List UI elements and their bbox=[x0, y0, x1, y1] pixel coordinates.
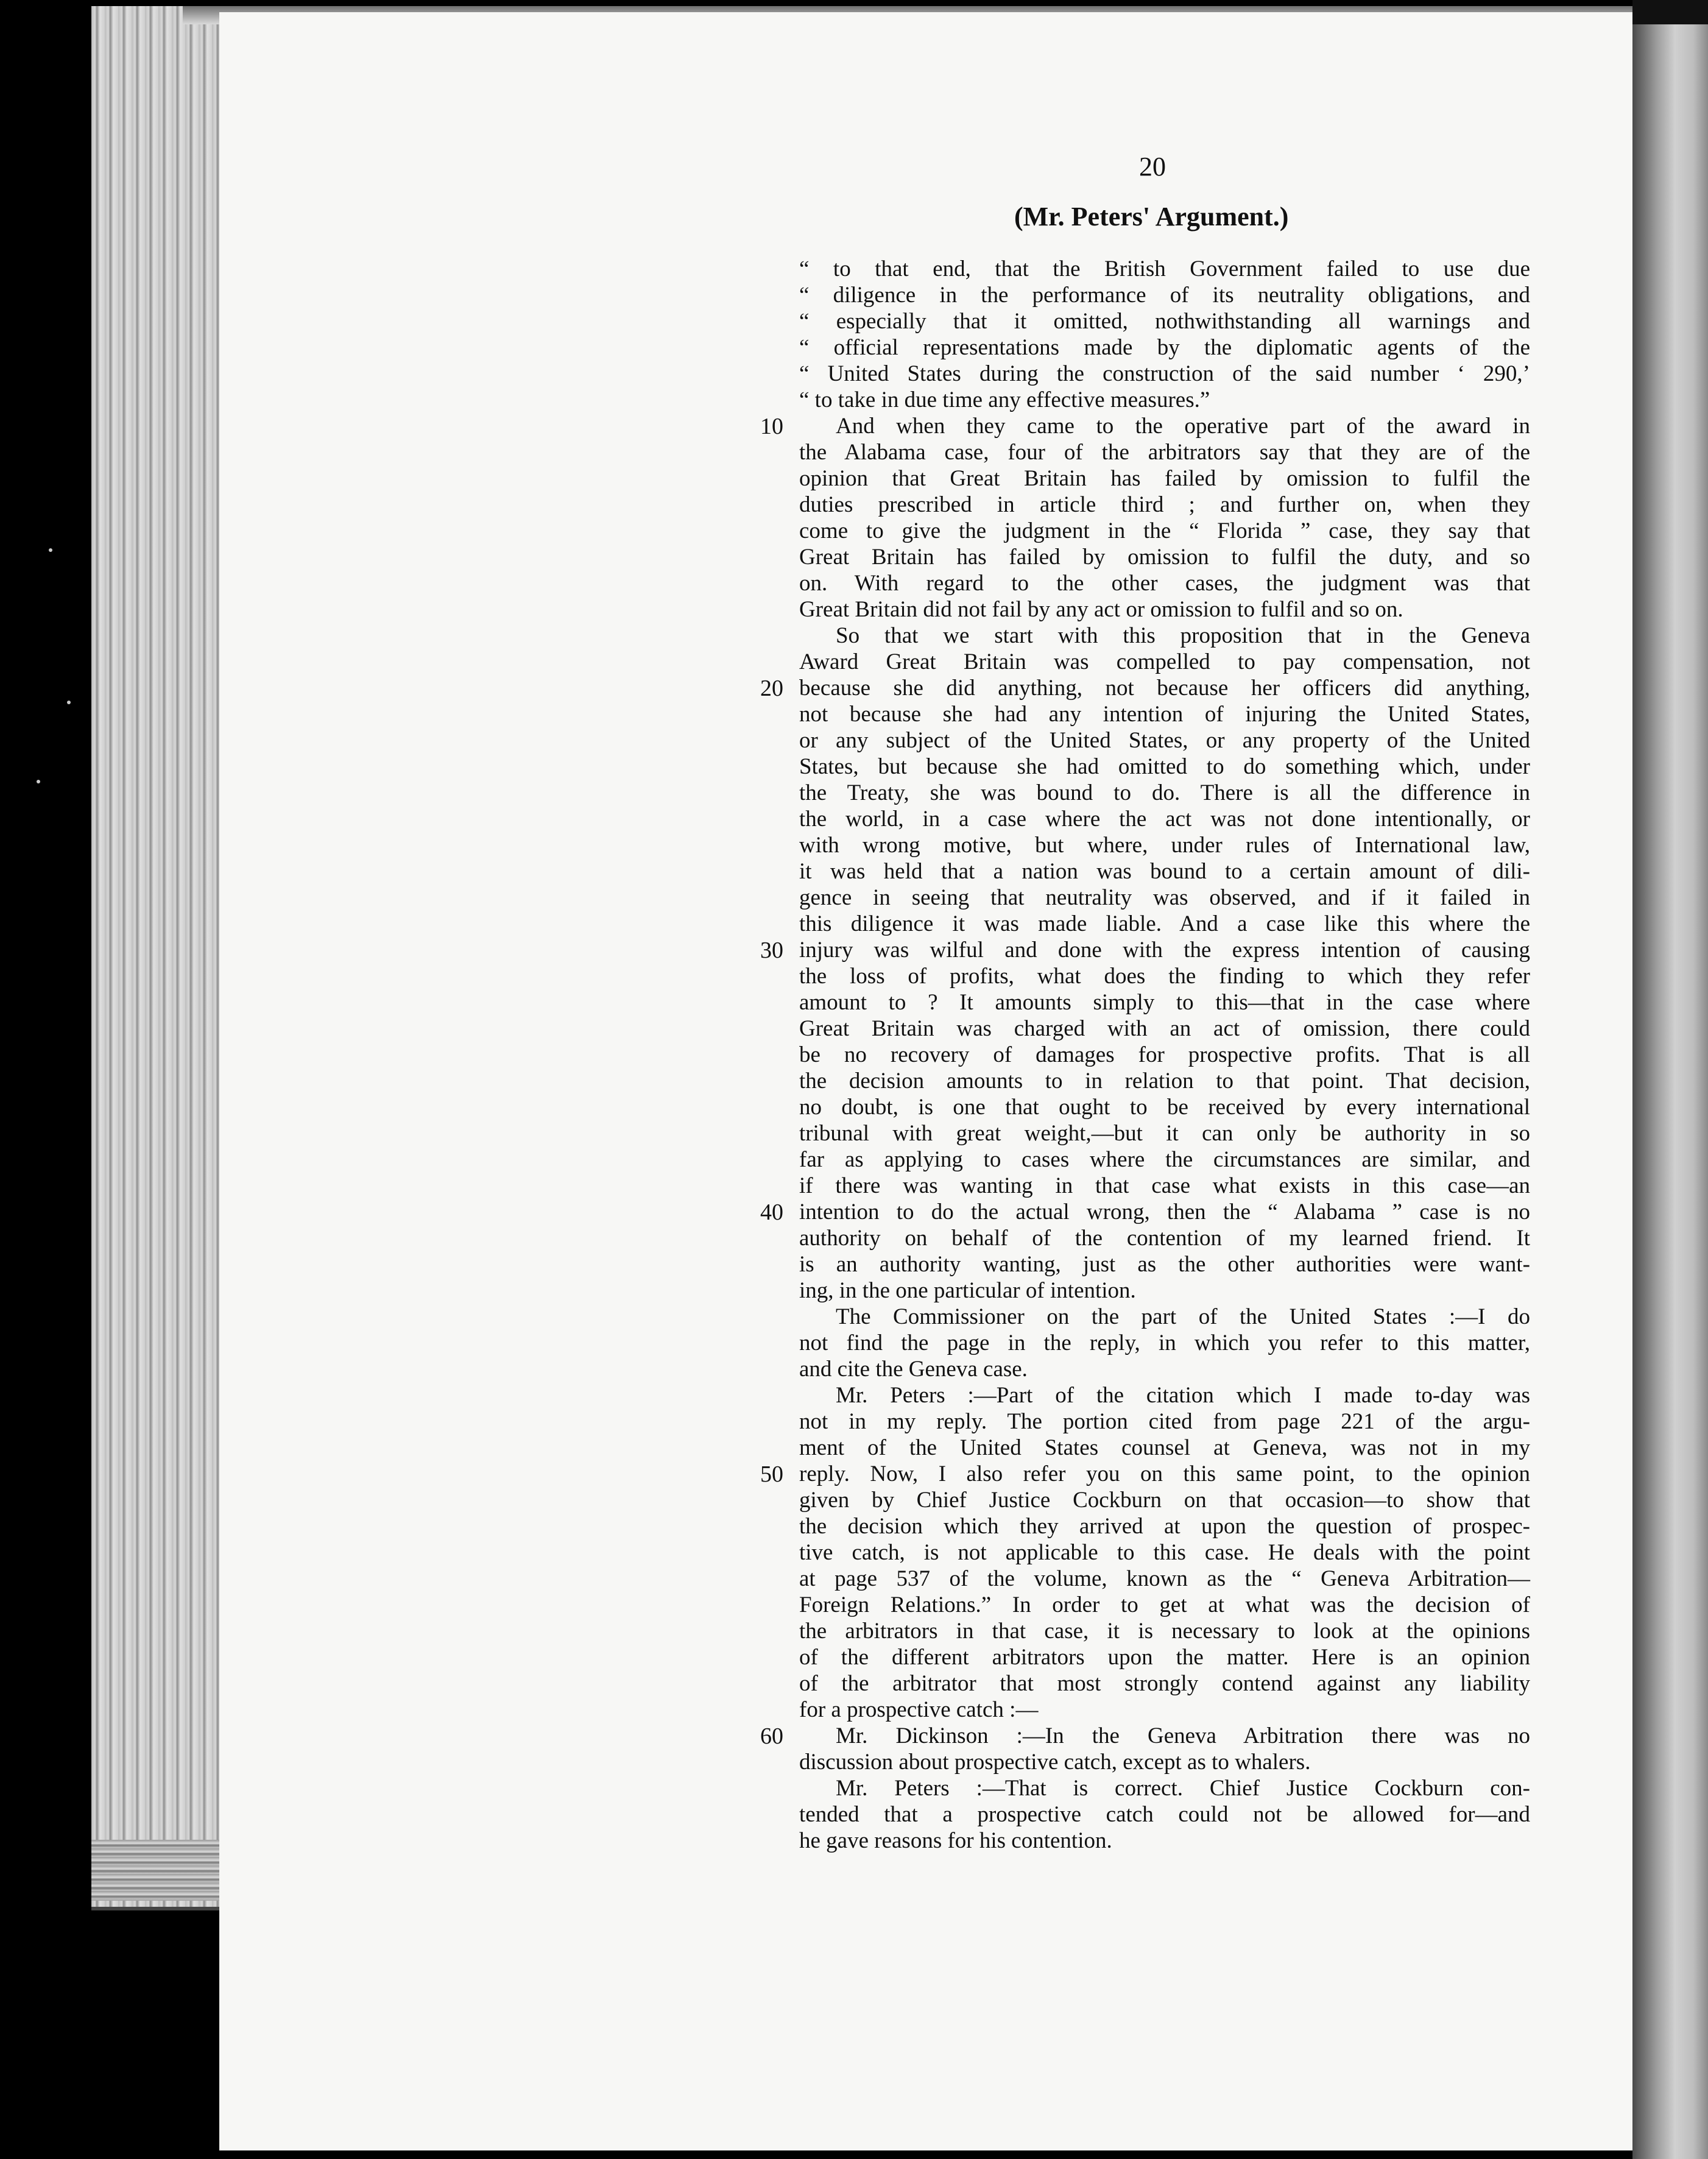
page-number: 20 bbox=[1139, 152, 1166, 182]
text-line: Mr. Peters :—That is correct. Chief Justice Cockburn con- bbox=[836, 1776, 1530, 1801]
text-line: So that we start with this proposition that in the Geneva bbox=[836, 623, 1530, 648]
text-line: on. With regard to the other cases, the judgment was that bbox=[799, 571, 1530, 596]
line-number: 50 bbox=[760, 1461, 783, 1487]
text-line: amount to ? It amounts simply to this—that in the case where bbox=[799, 990, 1530, 1015]
text-line: “ to that end, that the British Government failed to use due bbox=[799, 256, 1530, 281]
text-line: “ to take in due time any effective measures.” bbox=[799, 387, 1210, 412]
text-line: opinion that Great Britain has failed by omission to fulfil the bbox=[799, 466, 1530, 491]
text-line: duties prescribed in article third ; and further on, when they bbox=[799, 492, 1530, 517]
text-line: of the different arbitrators upon the matter. Here is an opinion bbox=[799, 1645, 1530, 1670]
text-line: is an authority wanting, just as the other authorities were want- bbox=[799, 1252, 1530, 1277]
text-line: The Commissioner on the part of the United States :—I do bbox=[836, 1304, 1530, 1329]
line-number: 20 bbox=[760, 676, 783, 701]
text-line: and cite the Geneva case. bbox=[799, 1357, 1028, 1382]
text-line: for a prospective catch :— bbox=[799, 1697, 1039, 1722]
text-line: the Alabama case, four of the arbitrators say that they are of the bbox=[799, 440, 1530, 465]
text-line: “ United States during the construction of the said number ‘ 290,’ bbox=[799, 361, 1530, 386]
text-line: of the arbitrator that most strongly contend against any liability bbox=[799, 1671, 1530, 1696]
text-line: not in my reply. The portion cited from page 221 of the argu- bbox=[799, 1409, 1530, 1434]
text-line: no doubt, is one that ought to be received by every international bbox=[799, 1095, 1530, 1120]
text-line: discussion about prospective catch, except as to whalers. bbox=[799, 1750, 1311, 1775]
text-line: not because she had any intention of injuring the United States, bbox=[799, 702, 1530, 727]
scan-speck bbox=[49, 548, 52, 552]
line-number: 60 bbox=[760, 1723, 783, 1749]
text-line: or any subject of the United States, or any property of the United bbox=[799, 728, 1530, 753]
text-line: Award Great Britain was compelled to pay compensation, not bbox=[799, 649, 1530, 674]
text-line: authority on behalf of the contention of my learned friend. It bbox=[799, 1226, 1530, 1251]
binding-gutter bbox=[1632, 24, 1708, 2159]
text-line: the loss of profits, what does the finding to which they refer bbox=[799, 964, 1530, 989]
text-line: far as applying to cases where the circumstances are similar, and bbox=[799, 1147, 1530, 1172]
text-line: intention to do the actual wrong, then the “ Alabama ” case is no bbox=[799, 1200, 1530, 1224]
text-line: this diligence it was made liable. And a case like this where the bbox=[799, 911, 1530, 936]
text-line: he gave reasons for his contention. bbox=[799, 1828, 1112, 1853]
text-line: it was held that a nation was bound to a certain amount of dili- bbox=[799, 859, 1530, 884]
text-line: the world, in a case where the act was not done intentionally, or bbox=[799, 807, 1530, 832]
text-line: the arbitrators in that case, it is necessary to look at the opinions bbox=[799, 1619, 1530, 1644]
text-line: not find the page in the reply, in which you refer to this matter, bbox=[799, 1330, 1530, 1355]
text-line: the decision which they arrived at upon the question of prospec- bbox=[799, 1514, 1530, 1539]
text-line: Great Britain has failed by omission to fulfil the duty, and so bbox=[799, 545, 1530, 570]
text-line: And when they came to the operative part of the award in bbox=[836, 414, 1530, 439]
stacked-page-edges bbox=[91, 6, 231, 1910]
text-line: Great Britain did not fail by any act or omission to fulfil and so on. bbox=[799, 597, 1403, 622]
text-line: tended that a prospective catch could not be allowed for—and bbox=[799, 1802, 1530, 1827]
text-line: injury was wilful and done with the express intention of causing bbox=[799, 938, 1530, 963]
text-line: ing, in the one particular of intention. bbox=[799, 1278, 1136, 1303]
text-line: at page 537 of the volume, known as the “ Geneva Arbitration— bbox=[799, 1566, 1530, 1591]
text-line: tive catch, is not applicable to this case. He deals with the point bbox=[799, 1540, 1530, 1565]
scan-speck bbox=[67, 701, 71, 704]
text-line: States, but because she had omitted to do something which, under bbox=[799, 754, 1530, 779]
text-line: ment of the United States counsel at Geneva, was not in my bbox=[799, 1435, 1530, 1460]
line-number: 30 bbox=[760, 938, 783, 963]
text-line: “ official representations made by the diplomatic agents of the bbox=[799, 335, 1530, 360]
text-line: gence in seeing that neutrality was observed, and if it failed in bbox=[799, 885, 1530, 910]
scan-speck bbox=[37, 780, 40, 783]
text-line: Mr. Dickinson :—In the Geneva Arbitration there was no bbox=[836, 1723, 1530, 1748]
text-line: Foreign Relations.” In order to get at what was the decision of bbox=[799, 1592, 1530, 1617]
text-line: Mr. Peters :—Part of the citation which I made to-day was bbox=[836, 1383, 1530, 1408]
stacked-page-edges-bottom bbox=[91, 1840, 238, 1901]
text-line: “ especially that it omitted, nothwithstanding all warnings and bbox=[799, 309, 1530, 334]
line-number: 10 bbox=[760, 414, 783, 439]
text-line: come to give the judgment in the “ Florida ” case, they say that bbox=[799, 518, 1530, 543]
text-line: reply. Now, I also refer you on this same point, to the opinion bbox=[799, 1461, 1530, 1486]
text-line: the decision amounts to in relation to that point. That decision, bbox=[799, 1069, 1530, 1094]
body-text bbox=[799, 256, 1530, 1854]
text-line: be no recovery of damages for prospective profits. That is all bbox=[799, 1042, 1530, 1067]
running-head: (Mr. Peters' Argument.) bbox=[1014, 202, 1289, 231]
line-number: 40 bbox=[760, 1200, 783, 1225]
text-line: with wrong motive, but where, under rules of International law, bbox=[799, 833, 1530, 858]
text-line: because she did anything, not because her officers did anything, bbox=[799, 676, 1530, 701]
text-line: given by Chief Justice Cockburn on that occasion—to show that bbox=[799, 1488, 1530, 1513]
text-line: if there was wanting in that case what exists in this case—an bbox=[799, 1173, 1530, 1198]
text-line: “ diligence in the performance of its neutrality obligations, and bbox=[799, 283, 1530, 308]
text-line: tribunal with great weight,—but it can only be authority in so bbox=[799, 1121, 1530, 1146]
text-line: the Treaty, she was bound to do. There is all the difference in bbox=[799, 780, 1530, 805]
text-line: Great Britain was charged with an act of omission, there could bbox=[799, 1016, 1530, 1041]
